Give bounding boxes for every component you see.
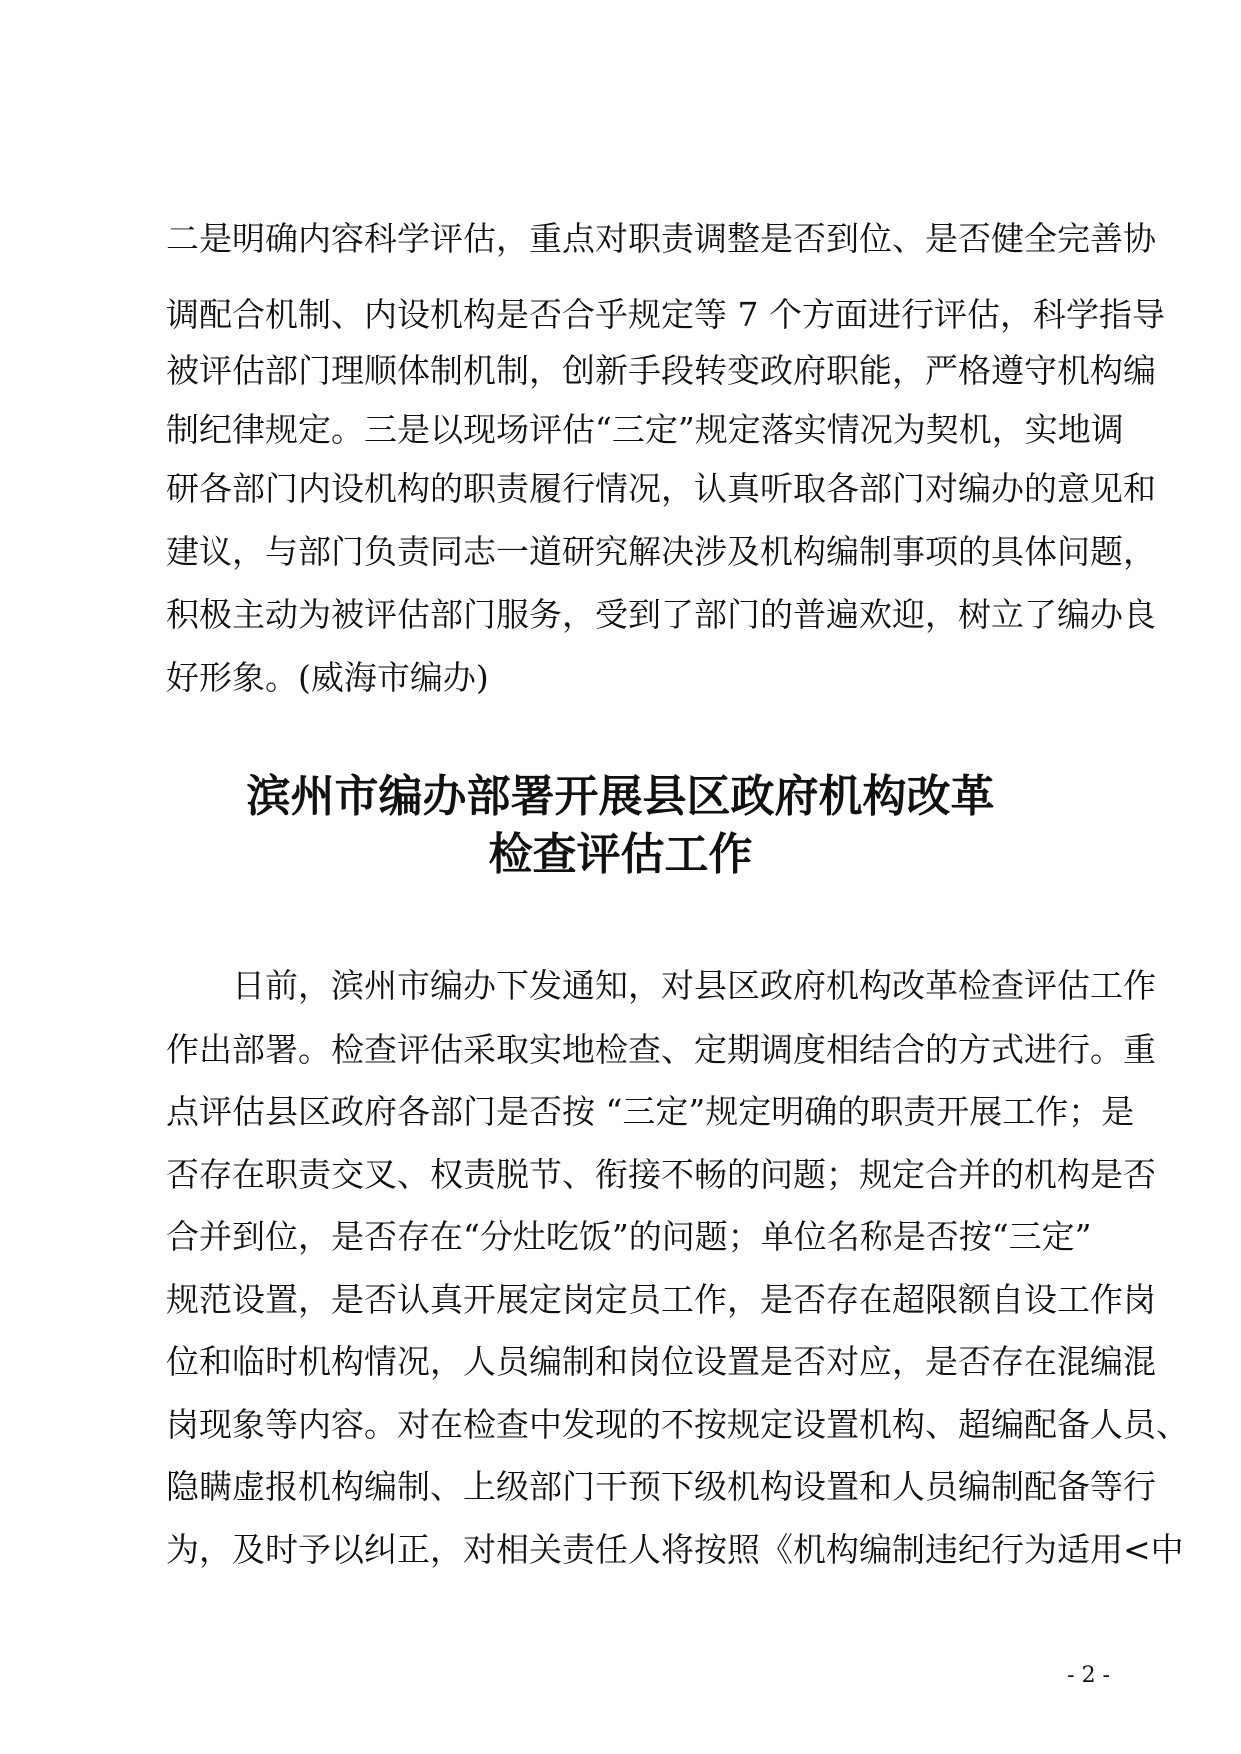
paragraph-line: 否存在职责交叉、权责脱节、衔接不畅的问题；规定合并的机构是否	[166, 1155, 1156, 1194]
paragraph-line: 积极主动为被评估部门服务，受到了部门的普遍欢迎，树立了编办良	[166, 595, 1156, 634]
article-title-line-2: 检查评估工作	[488, 829, 753, 880]
paragraph-line: 研各部门内设机构的职责履行情况，认真听取各部门对编办的意见和	[166, 469, 1156, 508]
paragraph-line: 被评估部门理顺体制机制，创新手段转变政府职能，严格遵守机构编	[166, 351, 1156, 390]
paragraph-line: 调配合机制、内设机构是否合乎规定等 7 个方面进行评估，科学指导	[166, 295, 1165, 334]
paragraph-line: 合并到位，是否存在“分灶吃饭”的问题；单位名称是否按“三定”	[166, 1217, 1092, 1256]
paragraph-line: 位和临时机构情况，人员编制和岗位设置是否对应，是否存在混编混	[166, 1342, 1156, 1381]
article-title-line-1: 滨州市编办部署开展县区政府机构改革	[246, 771, 995, 822]
paragraph-line: 岗现象等内容。对在检查中发现的不按规定设置机构、超编配备人员、	[166, 1405, 1189, 1444]
paragraph-line: 好形象。(威海市编办)	[166, 658, 489, 697]
paragraph-line: 建议，与部门负责同志一道研究解决涉及机构编制事项的具体问题，	[166, 532, 1156, 571]
paragraph-line: 作出部署。检查评估采取实地检查、定期调度相结合的方式进行。重	[166, 1030, 1156, 1069]
page-number: - 2 -	[1067, 1663, 1110, 1688]
paragraph-line: 二是明确内容科学评估，重点对职责调整是否到位、是否健全完善协	[166, 219, 1156, 258]
paragraph-line: 日前，滨州市编办下发通知，对县区政府机构改革检查评估工作	[166, 966, 1156, 1005]
paragraph-line: 为，及时予以纠正，对相关责任人将按照《机构编制违纪行为适用<中	[166, 1530, 1184, 1569]
paragraph-line: 点评估县区政府各部门是否按 “三定”规定明确的职责开展工作；是	[166, 1092, 1135, 1131]
paragraph-line: 规范设置，是否认真开展定岗定员工作，是否存在超限额自设工作岗	[166, 1280, 1156, 1319]
paragraph-line: 制纪律规定。三是以现场评估“三定”规定落实情况为契机，实地调	[166, 410, 1124, 449]
paragraph-line: 隐瞒虚报机构编制、上级部门干预下级机构设置和人员编制配备等行	[166, 1467, 1156, 1506]
